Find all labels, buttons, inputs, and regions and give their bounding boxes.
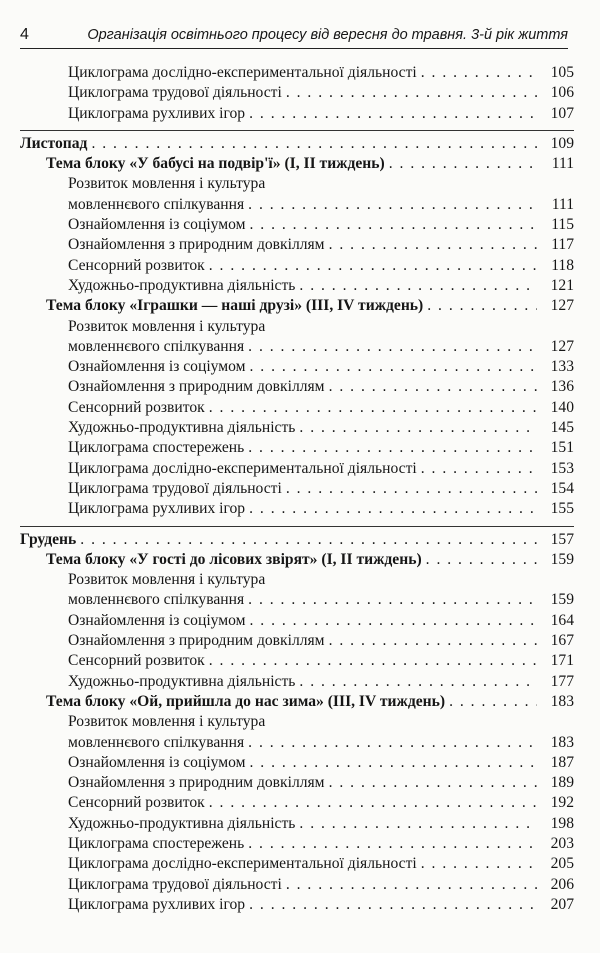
toc-entry-title: Ознайомлення із соціумом [68, 216, 246, 234]
dot-leader [329, 377, 537, 397]
toc-entry-title: Листопад [20, 134, 88, 152]
toc-page-number: 145 [550, 419, 574, 437]
dot-leader [286, 875, 537, 895]
toc-page-number: 164 [550, 611, 574, 629]
toc-entry-title: Ознайомлення із соціумом [68, 358, 246, 376]
dot-leader [427, 296, 537, 316]
toc-entry-title: Розвиток мовлення і культура [68, 571, 266, 589]
dot-leader [449, 692, 537, 712]
toc-page-number: 136 [550, 378, 574, 396]
toc-page-number: 127 [550, 297, 574, 315]
toc-entry [20, 733, 574, 753]
toc-entry-title: Циклограма рухливих ігор [68, 500, 246, 518]
toc-entry [20, 499, 574, 519]
toc-entry-title: Художньо-продуктивна діяльність [68, 672, 296, 690]
toc-page-number: 189 [550, 774, 574, 792]
toc-page-number: 177 [550, 672, 574, 690]
toc-page-number: 111 [551, 195, 574, 213]
toc-entry-title: Тема блоку «Іграшки — наші друзі» (III, IV тиждень) [46, 297, 424, 315]
dot-leader [329, 235, 537, 255]
toc-page-number: 133 [550, 358, 574, 376]
toc-page-number: 105 [550, 64, 574, 81]
toc-entry [20, 773, 574, 793]
toc-page-number: 171 [550, 652, 574, 670]
toc-page-number: 207 [550, 895, 574, 913]
toc-entry [20, 479, 574, 499]
toc-page-number: 159 [550, 550, 574, 568]
toc-page-number: 140 [550, 398, 574, 416]
toc-page-number: 153 [550, 459, 574, 477]
table-of-contents [20, 63, 574, 915]
toc-entry [20, 631, 574, 651]
toc-entry [20, 83, 574, 103]
dot-leader [249, 611, 537, 631]
toc-entry [20, 377, 574, 397]
dot-leader [249, 215, 537, 235]
toc-page-number: 183 [550, 692, 574, 710]
toc-page-number: 192 [550, 794, 574, 812]
toc-entry [20, 438, 574, 458]
dot-leader [329, 773, 537, 793]
toc-entry-title: Циклограма рухливих ігор [68, 104, 246, 122]
toc-entry-title: Розвиток мовлення і культура [68, 713, 266, 731]
toc-entry [20, 611, 574, 631]
dot-leader [249, 357, 537, 377]
toc-page-number: 127 [550, 337, 574, 355]
toc-page-number: 205 [550, 855, 574, 873]
dot-leader [248, 733, 537, 753]
toc-entry [20, 672, 574, 692]
dot-leader [299, 814, 537, 834]
toc-entry-title: Ознайомлення з природним довкіллям [68, 632, 325, 650]
toc-entry-title: Розвиток мовлення і культура [68, 175, 266, 193]
toc-entry-title: Художньо-продуктивна діяльність [68, 276, 296, 294]
toc-entry [20, 753, 574, 773]
toc-entry-title: Художньо-продуктивна діяльність [68, 814, 296, 832]
toc-entry-title: мовленнєвого спілкування [68, 733, 245, 751]
toc-entry [20, 357, 574, 377]
dot-leader [299, 276, 537, 296]
toc-entry [20, 317, 574, 337]
dot-leader [426, 550, 537, 570]
dot-leader [299, 672, 537, 692]
dot-leader [299, 418, 537, 438]
toc-entry [20, 590, 574, 610]
toc-page-number: 167 [550, 632, 574, 650]
toc-entry [20, 651, 574, 671]
dot-leader [286, 83, 537, 103]
toc-entry [20, 398, 574, 418]
toc-entry [20, 104, 574, 124]
toc-theme-heading [20, 154, 574, 174]
toc-entry-title: мовленнєвого спілкування [68, 591, 245, 609]
toc-entry-title: мовленнєвого спілкування [68, 337, 245, 355]
toc-page-number: 203 [550, 834, 574, 852]
dot-leader [248, 590, 537, 610]
toc-entry-title: Художньо-продуктивна діяльність [68, 419, 296, 437]
toc-entry-title: Циклограма рухливих ігор [68, 895, 246, 913]
toc-page-number: 121 [550, 276, 574, 294]
toc-entry-title: Циклограма дослідно-експериментальної діяльності [68, 64, 417, 81]
toc-entry-title: Циклограма трудової діяльності [68, 875, 282, 893]
dot-leader [249, 104, 537, 124]
toc-entry [20, 712, 574, 732]
toc-entry-title: Ознайомлення з природним довкіллям [68, 236, 325, 254]
toc-entry [20, 570, 574, 590]
toc-entry-title: Тема блоку «У бабусі на подвір'ї» (I, II тиждень) [46, 155, 385, 173]
dot-leader [421, 854, 537, 874]
dot-leader [209, 398, 537, 418]
toc-theme-heading [20, 550, 574, 570]
toc-entry-title: Грудень [20, 530, 77, 548]
toc-page-number: 154 [550, 479, 574, 497]
dot-leader [209, 793, 537, 813]
toc-entry [20, 875, 574, 895]
dot-leader [248, 195, 537, 215]
toc-entry [20, 195, 574, 215]
toc-entry-title: Тема блоку «Ой, прийшла до нас зима» (III, IV тиждень) [46, 692, 446, 710]
toc-entry [20, 256, 574, 276]
toc-page-number: 155 [550, 500, 574, 518]
dot-leader [209, 256, 537, 276]
toc-entry-title: Циклограма дослідно-експериментальної діяльності [68, 459, 417, 477]
toc-entry [20, 834, 574, 854]
toc-entry-title: Ознайомлення з природним довкіллям [68, 378, 325, 396]
toc-entry-title: Циклограма спостережень [68, 834, 245, 852]
toc-page-number: 115 [551, 216, 574, 234]
toc-page-number: 198 [550, 814, 574, 832]
page-header [20, 22, 568, 49]
toc-page-number: 107 [550, 104, 574, 122]
toc-entry-title: Циклограма трудової діяльності [68, 479, 282, 497]
dot-leader [80, 530, 537, 550]
toc-entry [20, 418, 574, 438]
toc-month-heading [20, 130, 574, 154]
dot-leader [249, 499, 537, 519]
toc-entry-title: Ознайомлення з природним довкіллям [68, 774, 325, 792]
dot-leader [249, 895, 537, 915]
toc-month-heading [20, 526, 574, 550]
toc-theme-heading [20, 692, 574, 712]
toc-page-number: 151 [550, 439, 574, 457]
running-title: Організація освітнього процесу від вересня до травня. 3-й рік життя [87, 27, 568, 43]
toc-entry-title: Сенсорний розвиток [68, 794, 205, 812]
dot-leader [248, 438, 537, 458]
toc-page-number: 187 [550, 753, 574, 771]
toc-entry [20, 215, 574, 235]
toc-entry [20, 793, 574, 813]
toc-entry [20, 276, 574, 296]
toc-entry-title: Циклограма трудової діяльності [68, 84, 282, 102]
dot-leader [91, 134, 537, 154]
dot-leader [421, 459, 537, 479]
toc-entry-title: Сенсорний розвиток [68, 256, 205, 274]
toc-entry-title: Ознайомлення із соціумом [68, 753, 246, 771]
toc-entry [20, 174, 574, 194]
toc-page-number: 109 [550, 134, 574, 152]
toc-entry [20, 235, 574, 255]
toc-entry [20, 337, 574, 357]
dot-leader [248, 337, 537, 357]
toc-entry [20, 895, 574, 915]
toc-entry [20, 854, 574, 874]
toc-page-number: 206 [550, 875, 574, 893]
toc-entry-title: Циклограма дослідно-експериментальної діяльності [68, 855, 417, 873]
toc-page-number: 183 [550, 733, 574, 751]
toc-entry [20, 459, 574, 479]
toc-entry [20, 814, 574, 834]
toc-entry-title: мовленнєвого спілкування [68, 195, 245, 213]
toc-page-number: 111 [551, 155, 574, 173]
toc-entry-title: Тема блоку «У гості до лісових звірят» (I, II тиждень) [46, 550, 422, 568]
dot-leader [286, 479, 537, 499]
dot-leader [421, 63, 537, 83]
dot-leader [329, 631, 537, 651]
toc-entry [20, 63, 574, 83]
toc-entry-title: Ознайомлення із соціумом [68, 611, 246, 629]
dot-leader [249, 753, 537, 773]
toc-page-number: 159 [550, 591, 574, 609]
dot-leader [389, 154, 537, 174]
toc-entry-title: Циклограма спостережень [68, 439, 245, 457]
toc-entry-title: Сенсорний розвиток [68, 652, 205, 670]
toc-page-number: 117 [551, 236, 574, 254]
toc-page-number: 157 [550, 530, 574, 548]
dot-leader [209, 651, 537, 671]
page-number: 4 [20, 26, 29, 43]
toc-page-number: 118 [551, 256, 574, 274]
toc-entry-title: Сенсорний розвиток [68, 398, 205, 416]
toc-entry-title: Розвиток мовлення і культура [68, 317, 266, 335]
toc-page-number: 106 [550, 84, 574, 102]
dot-leader [248, 834, 537, 854]
toc-theme-heading [20, 296, 574, 316]
